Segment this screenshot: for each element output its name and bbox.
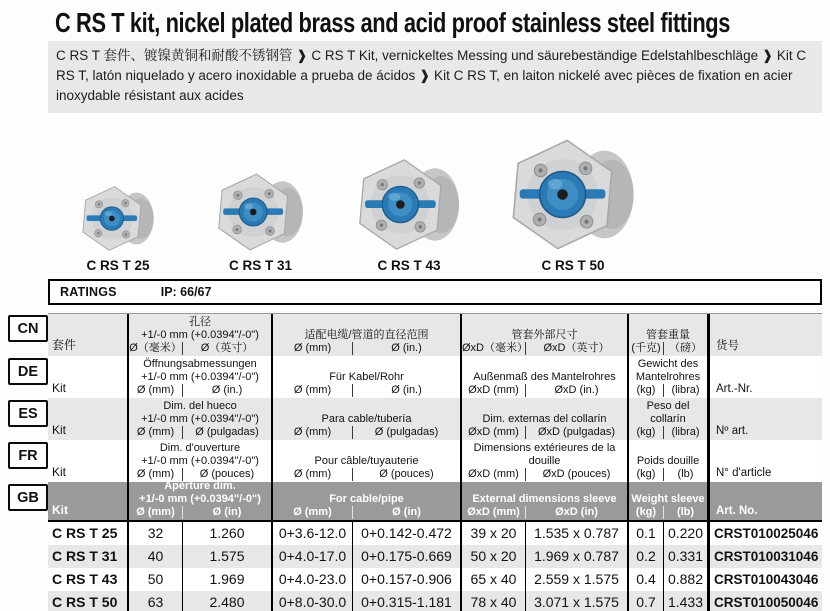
weight-header: Poids douille (kg) (lb) (627, 440, 707, 482)
weight-header: 管套重量 (千克) （磅） (627, 314, 707, 356)
aperture-in-cell: 1.575 (182, 545, 271, 568)
kit-cell: C RS T 25 (52, 525, 118, 541)
aperture-header: Dim. d'ouverture +1/-0 mm (+0.0394"/-0") Ø (mm) Ø (pouces) (127, 440, 271, 482)
kit-cell: C RS T 31 (52, 548, 118, 564)
cable-header: Für Kabel/Rohr Ø (mm) Ø (in.) (271, 356, 460, 398)
aperture-in-cell: 1.260 (182, 522, 271, 545)
kit-header: Kit (52, 465, 67, 479)
table-row (48, 522, 822, 545)
sleeve-in-cell: 1.969 x 0.787 (525, 545, 627, 568)
artno-header: N° d'article (707, 440, 822, 482)
weight-header: Peso del collarín (kg) (libra) (627, 398, 707, 440)
weight-lb-cell: 0.331 (663, 545, 707, 568)
kit-cell: C RS T 50 (52, 594, 118, 610)
product-label: C RS T 43 (377, 258, 441, 273)
multilingual-subtitle: C RS T 套件、镀镍黄铜和耐酸不锈钢管 ❱ C RS T Kit, vernickeltes Messing und säurebeständige Edelstahlbeschläge ❱ Kit C RS T, latón niquelado y acero inoxidable a prueba de ácidos ❱ Kit C RS T, en laiton nickelé avec pièces de fixation en acier inoxydable résistant aux acides (48, 41, 822, 113)
artno-header: 货号 (707, 314, 822, 356)
fitting-image (353, 156, 465, 253)
weight-lb-cell: 1.433 (663, 591, 707, 611)
table-body (48, 522, 822, 611)
lang-tab-cn: CN (8, 315, 48, 342)
fitting-image (505, 136, 641, 253)
table-row (48, 591, 822, 611)
weight-kg-cell: 0.2 (627, 545, 663, 568)
ratings-label: RATINGS (60, 285, 117, 299)
catalog-page (0, 7, 830, 611)
kit-header: Kit (52, 381, 67, 395)
aperture-header: Öffnungsabmessungen +1/-0 mm (+0.0394"/-0") Ø (mm) Ø (in.) (127, 356, 271, 398)
cable-mm-cell: 0+3.6-12.0 (271, 522, 352, 545)
product-figure-crst43 (353, 156, 465, 273)
fitting-image (213, 171, 308, 253)
product-figure-crst50 (505, 136, 641, 273)
header-row-gb (48, 482, 822, 522)
cable-header: Pour câble/tuyauterie Ø (mm) Ø (pouces) (271, 440, 460, 482)
weight-header: Weight sleeve (kg) (lb) (627, 482, 707, 520)
kit-header: 套件 (52, 338, 77, 352)
sleeve-mm-cell: 39 x 20 (460, 522, 525, 545)
weight-lb-cell: 0.882 (663, 568, 707, 591)
cable-header: 适配电缆/管道的直径范围 Ø (mm) Ø (in.) (271, 314, 460, 356)
sleeve-header: Dim. externas del collarín ØxD (mm) ØxD (pulgadas) (460, 398, 627, 440)
product-figure-crst31 (213, 171, 308, 273)
lang-tab-es: ES (8, 400, 48, 427)
weight-lb-cell: 0.220 (663, 522, 707, 545)
sleeve-mm-cell: 65 x 40 (460, 568, 525, 591)
cable-in-cell: 0+0.157-0.906 (352, 568, 460, 591)
cable-mm-cell: 0+8.0-30.0 (271, 591, 352, 611)
header-row-cn (48, 313, 822, 356)
product-label: C RS T 25 (86, 258, 150, 273)
ratings-value: IP: 66/67 (160, 285, 212, 299)
sleeve-header: Außenmaß des Mantelrohres ØxD (mm) ØxD (in.) (460, 356, 627, 398)
cable-mm-cell: 0+4.0-17.0 (271, 545, 352, 568)
weight-kg-cell: 0.4 (627, 568, 663, 591)
artno-cell: CRST010031046 (707, 545, 822, 568)
weight-header: Gewicht des Mantelrohres (kg) (libra) (627, 356, 707, 398)
artno-header: Art.-Nr. (707, 356, 822, 398)
cable-mm-cell: 0+4.0-23.0 (271, 568, 352, 591)
product-gallery (0, 115, 830, 273)
table-row (48, 545, 822, 568)
aperture-header: Dim. del hueco +1/-0 mm (+0.0394"/-0") Ø (mm) Ø (pulgadas) (127, 398, 271, 440)
sleeve-mm-cell: 78 x 40 (460, 591, 525, 611)
product-label: C RS T 31 (228, 258, 293, 273)
sleeve-header: External dimensions sleeve ØxD (mm) ØxD (in) (460, 482, 627, 520)
artno-header: Nº art. (707, 398, 822, 440)
fitting-image (78, 184, 158, 253)
cable-in-cell: 0+0.142-0.472 (352, 522, 460, 545)
artno-cell: CRST010025046 (707, 522, 822, 545)
artno-cell: CRST010050046 (707, 591, 822, 611)
kit-header: Kit (52, 423, 67, 437)
cable-header: Para cable/tubería Ø (mm) Ø (pulgadas) (271, 398, 460, 440)
aperture-header: 孔径 +1/-0 mm (+0.0394"/-0") Ø（毫米） Ø（英寸） (127, 314, 271, 356)
sleeve-in-cell: 3.071 x 1.575 (525, 591, 627, 611)
aperture-header: Aperture dim. +1/-0 mm (+0.0394"/-0") Ø (mm) Ø (in) (127, 482, 271, 520)
product-figure-crst25 (78, 184, 158, 273)
sleeve-header: 管套外部尺寸 ØxD（毫米） ØxD（英寸） (460, 314, 627, 356)
cable-header: For cable/pipe Ø (mm) Ø (in) (271, 482, 460, 520)
weight-kg-cell: 0.1 (627, 522, 663, 545)
aperture-mm-cell: 40 (127, 545, 182, 568)
sleeve-mm-cell: 50 x 20 (460, 545, 525, 568)
kit-cell: C RS T 43 (52, 571, 118, 587)
cable-in-cell: 0+0.315-1.181 (352, 591, 460, 611)
aperture-mm-cell: 32 (127, 522, 182, 545)
ratings-bar (48, 279, 822, 305)
product-label: C RS T 50 (541, 258, 605, 273)
artno-cell: CRST010043046 (707, 568, 822, 591)
header-row-de (48, 356, 822, 398)
cable-in-cell: 0+0.175-0.669 (352, 545, 460, 568)
lang-tab-gb: GB (8, 484, 48, 511)
lang-tab-de: DE (8, 358, 48, 385)
kit-header: Kit (52, 503, 68, 517)
header-row-fr (48, 440, 822, 482)
aperture-in-cell: 2.480 (182, 591, 271, 611)
spec-table (17, 313, 822, 611)
header-row-es (48, 398, 822, 440)
sleeve-in-cell: 1.535 x 0.787 (525, 522, 627, 545)
artno-header: Art. No. (707, 482, 822, 520)
weight-kg-cell: 0.7 (627, 591, 663, 611)
lang-tab-fr: FR (8, 442, 48, 469)
aperture-mm-cell: 63 (127, 591, 182, 611)
sleeve-in-cell: 2.559 x 1.575 (525, 568, 627, 591)
page-title: C RS T kit, nickel plated brass and acid proof stainless steel fittings (55, 7, 731, 38)
aperture-mm-cell: 50 (127, 568, 182, 591)
aperture-in-cell: 1.969 (182, 568, 271, 591)
table-row (48, 568, 822, 591)
sleeve-header: Dimensions extérieures de la douille ØxD (mm) ØxD (pouces) (460, 440, 627, 482)
